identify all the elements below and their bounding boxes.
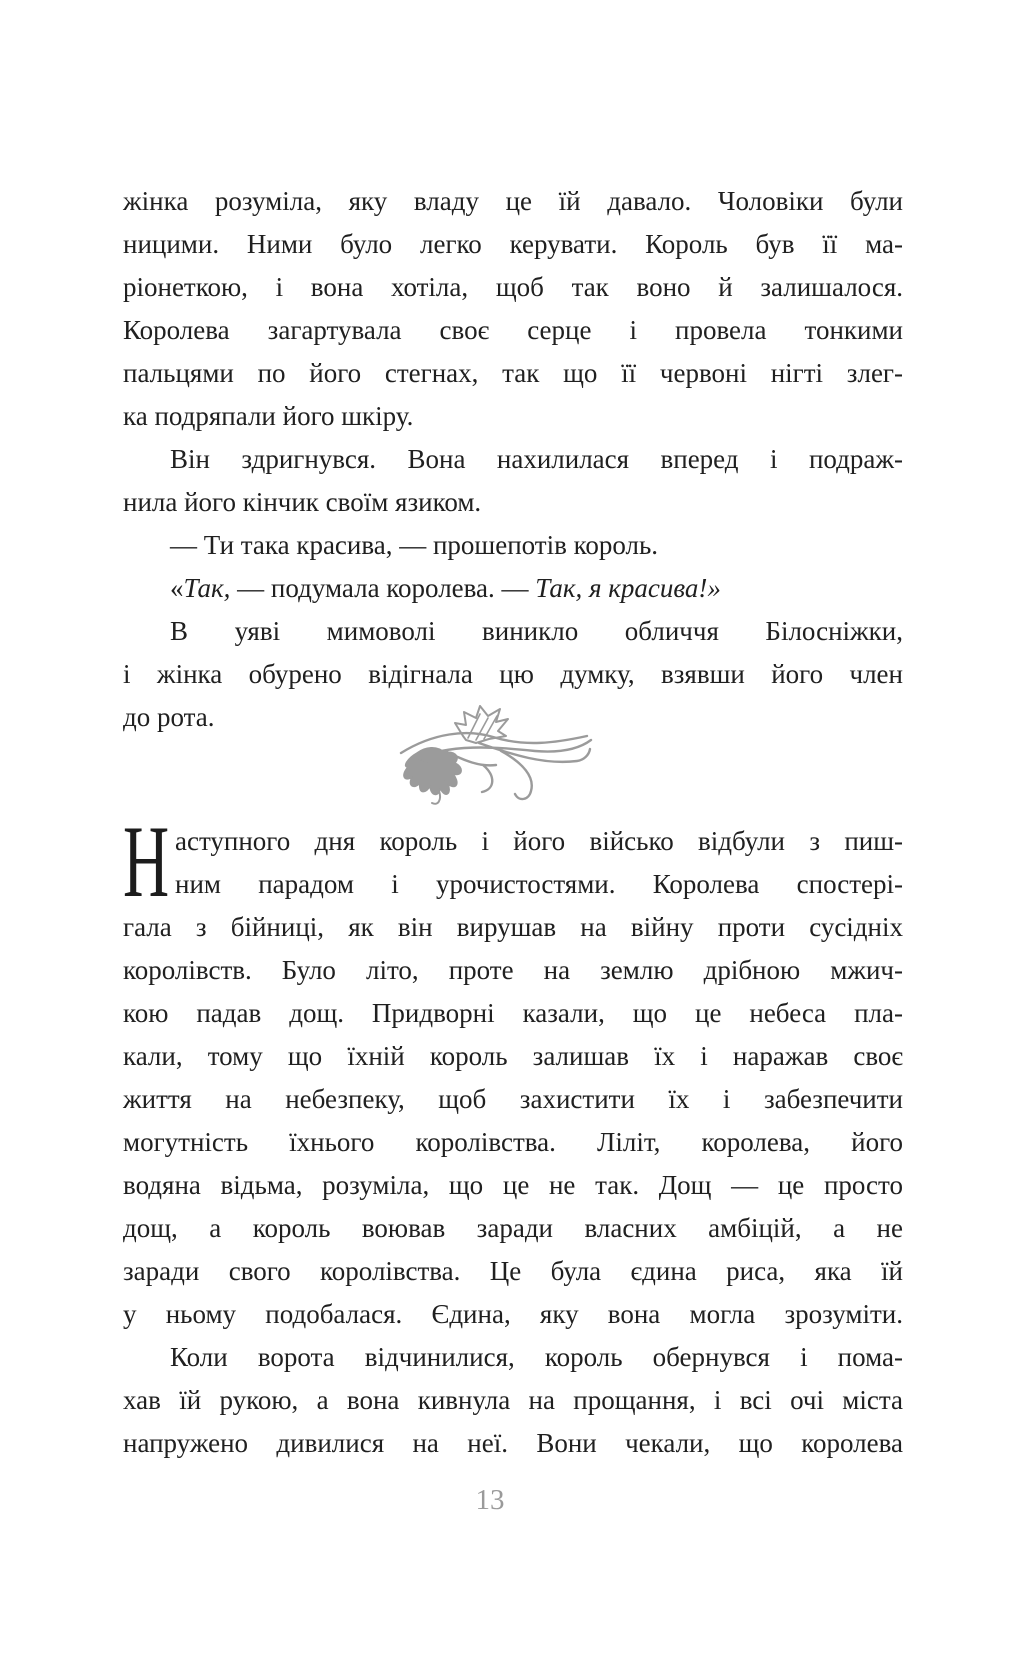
text-run: і жінка обурено відігнала цю думку, взявши його член bbox=[123, 659, 903, 689]
text-line bbox=[123, 1422, 903, 1465]
page-number: 13 bbox=[475, 1484, 505, 1516]
text-line bbox=[123, 1336, 903, 1379]
text-line bbox=[123, 992, 903, 1035]
paragraph bbox=[123, 180, 903, 438]
text-run: жінка розуміла, яку владу це їй давало. Чоловіки були bbox=[123, 186, 903, 216]
drop-cap-letter: Н bbox=[123, 805, 170, 919]
text-line bbox=[123, 1207, 903, 1250]
italic-text-run: Так, я красива!» bbox=[535, 573, 721, 603]
paragraph bbox=[123, 805, 903, 1336]
text-run: королівств. Було літо, проте на землю дрібною мжич- bbox=[123, 955, 903, 985]
text-run: дощ, а король воював заради власних амбіцій, а не bbox=[123, 1213, 903, 1243]
text-line bbox=[123, 1250, 903, 1293]
text-line bbox=[123, 266, 903, 309]
text-run: до рота. bbox=[123, 702, 215, 732]
text-run: Він здригнувся. Вона нахилилася вперед і подраж- bbox=[170, 444, 903, 474]
text-run: ріонеткою, і вона хотіла, щоб так воно й залишалося. bbox=[123, 272, 903, 302]
text-run: — Ти така красива, — прошепотів король. bbox=[170, 530, 659, 560]
text-run: кою падав дощ. Придворні казали, що це небеса пла- bbox=[123, 998, 903, 1028]
text-line bbox=[123, 1379, 903, 1422]
text-run: В уяві мимоволі виникло обличчя Білосніжки, bbox=[170, 616, 903, 646]
vine-ornament-illustration bbox=[383, 703, 595, 808]
text-line bbox=[123, 438, 903, 481]
text-run: Королева загартувала своє серце і провела тонкими bbox=[123, 315, 903, 345]
text-line bbox=[123, 567, 903, 610]
text-line bbox=[123, 395, 903, 438]
italic-text-run: Так, bbox=[183, 573, 231, 603]
text-line bbox=[123, 180, 903, 223]
text-run: заради свого королівства. Це була єдина риса, яка їй bbox=[123, 1256, 903, 1286]
text-run: — подумала королева. — bbox=[230, 573, 536, 603]
paragraph bbox=[123, 438, 903, 524]
text-line bbox=[123, 653, 903, 696]
text-run: ним парадом і урочистостями. Королева спостері- bbox=[175, 869, 903, 899]
text-line bbox=[123, 1164, 903, 1207]
text-line bbox=[123, 1121, 903, 1164]
paragraph bbox=[123, 1336, 903, 1465]
text-run: гала з бійниці, як він вирушав на війну проти сусідніх bbox=[123, 912, 903, 942]
text-line bbox=[123, 820, 903, 863]
paragraph bbox=[123, 524, 903, 567]
text-run: хав їй рукою, а вона кивнула на прощання, і всі очі міста bbox=[123, 1385, 903, 1415]
text-line bbox=[123, 1293, 903, 1336]
text-line bbox=[123, 352, 903, 395]
text-run: аступного дня король і його військо відбули з пиш- bbox=[175, 826, 903, 856]
text-run: напружено дивилися на неї. Вони чекали, що королева bbox=[123, 1428, 903, 1458]
text-line bbox=[123, 949, 903, 992]
text-line bbox=[123, 223, 903, 266]
text-line bbox=[123, 906, 903, 949]
text-line bbox=[123, 524, 903, 567]
text-run: ницими. Ними було легко керувати. Король був її ма- bbox=[123, 229, 903, 259]
text-run: пальцями по його стегнах, так що її червоні нігті злег- bbox=[123, 358, 903, 388]
text-line bbox=[123, 309, 903, 352]
text-run: життя на небезпеку, щоб захистити їх і забезпечити bbox=[123, 1084, 903, 1114]
text-run: у ньому подобалася. Єдина, яку вона могла зрозуміти. bbox=[123, 1299, 903, 1329]
text-run: Коли ворота відчинилися, король обернувся і пома- bbox=[170, 1342, 903, 1372]
text-line bbox=[123, 863, 903, 906]
text-block bbox=[123, 180, 903, 1465]
text-run: водяна відьма, розуміла, що це не так. Дощ — це просто bbox=[123, 1170, 903, 1200]
paragraph bbox=[123, 567, 903, 610]
text-run: « bbox=[170, 573, 184, 603]
text-line bbox=[123, 610, 903, 653]
text-run: нила його кінчик своїм язиком. bbox=[123, 487, 482, 517]
text-line bbox=[123, 1078, 903, 1121]
text-line bbox=[123, 1035, 903, 1078]
text-line bbox=[123, 481, 903, 524]
text-run: кали, тому що їхній король залишав їх і наражав своє bbox=[123, 1041, 903, 1071]
text-run: ка подряпали його шкіру. bbox=[123, 401, 414, 431]
text-run: могутність їхнього королівства. Ліліт, королева, його bbox=[123, 1127, 903, 1157]
